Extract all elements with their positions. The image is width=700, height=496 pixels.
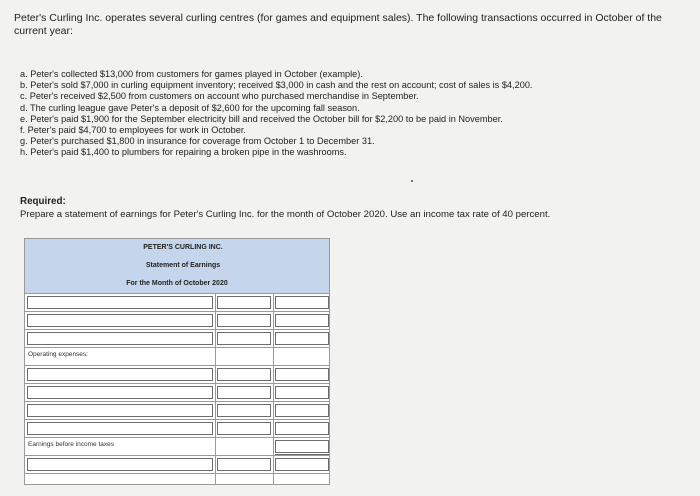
expense-2-label-input[interactable] xyxy=(27,386,213,399)
expense-3-amount-input[interactable] xyxy=(217,404,271,417)
statement-period: For the Month of October 2020 xyxy=(126,280,228,287)
expense-row-1 xyxy=(25,365,329,383)
net-earnings-row xyxy=(25,473,329,486)
statement-row-2 xyxy=(25,311,329,329)
mouse-cursor xyxy=(411,180,413,182)
row-3-total-input[interactable] xyxy=(275,332,329,345)
row-1-amount-input[interactable] xyxy=(217,296,271,309)
transaction-e: e. Peter's paid $1,900 for the September electricity bill and received the October bill for $2,200 to be paid in November. xyxy=(20,113,503,124)
income-tax-row xyxy=(25,455,329,473)
expense-2-amount-input[interactable] xyxy=(217,386,271,399)
expense-1-amount-input[interactable] xyxy=(217,368,271,381)
operating-expenses-row xyxy=(25,347,329,365)
statement-row-1 xyxy=(25,293,329,311)
required-instruction: Prepare a statement of earnings for Peter's Curling Inc. for the month of October 2020. Use an income tax rate of 40 percent. xyxy=(20,209,551,220)
row-2-total-input[interactable] xyxy=(275,314,329,327)
row-3-amount-input[interactable] xyxy=(217,332,271,345)
statement-title: Statement of Earnings xyxy=(145,262,221,269)
expense-row-3 xyxy=(25,401,329,419)
expense-3-label-input[interactable] xyxy=(27,404,213,417)
underline-rule xyxy=(275,454,329,455)
statement-company-header xyxy=(25,239,329,258)
transaction-f: f. Peter's paid $4,700 to employees for work in October. xyxy=(20,125,246,136)
row-2-amount-input[interactable] xyxy=(217,314,271,327)
statement-title-header xyxy=(25,257,329,276)
row-1-label-input[interactable] xyxy=(27,296,213,309)
expense-3-total-input[interactable] xyxy=(275,404,329,417)
row-3-label-input[interactable] xyxy=(27,332,213,345)
transaction-h: h. Peter's paid $1,400 to plumbers for repairing a broken pipe in the washrooms. xyxy=(20,147,347,158)
earnings-before-tax-label: Earnings before income taxes xyxy=(28,441,114,448)
transaction-a: a. Peter's collected $13,000 from customers for games played in October (example). xyxy=(20,69,363,79)
transaction-d: d. The curling league gave Peter's a deposit of $2,600 for the upcoming fall season. xyxy=(20,102,360,113)
transaction-g: g. Peter's purchased $1,800 in insurance for coverage from October 1 to December 31. xyxy=(20,136,375,147)
earnings-before-tax-row xyxy=(25,437,329,455)
column-divider-1 xyxy=(215,293,216,484)
statement-row-3 xyxy=(25,329,329,347)
statement-of-earnings-form xyxy=(24,238,330,485)
expense-1-total-input[interactable] xyxy=(275,368,329,381)
transaction-b: b. Peter's sold $7,000 in curling equipment inventory; received $3,000 in cash and the rest on account; cost of sales is $4,200. xyxy=(20,80,533,91)
row-1-total-input[interactable] xyxy=(275,296,329,309)
expense-row-2 xyxy=(25,383,329,401)
transaction-c: c. Peter's received $2,500 from customers on account who purchased merchandise in September. xyxy=(20,91,419,102)
problem-intro: Peter's Curling Inc. operates several curling centres (for games and equipment sales). The following transactions occurred in October of the current year: xyxy=(14,12,662,37)
income-tax-label-input[interactable] xyxy=(27,458,213,471)
earnings-before-tax-input[interactable] xyxy=(275,440,329,453)
column-divider-2 xyxy=(273,293,274,484)
statement-company: PETER'S CURLING INC. xyxy=(143,244,223,251)
expense-4-total-input[interactable] xyxy=(275,422,329,435)
required-heading: Required: xyxy=(20,196,66,207)
statement-period-header xyxy=(25,275,329,294)
row-2-label-input[interactable] xyxy=(27,314,213,327)
expense-1-label-input[interactable] xyxy=(27,368,213,381)
income-tax-amount-input[interactable] xyxy=(217,458,271,471)
expense-2-total-input[interactable] xyxy=(275,386,329,399)
expense-4-amount-input[interactable] xyxy=(217,422,271,435)
income-tax-total-input[interactable] xyxy=(275,458,329,471)
transaction-list xyxy=(20,69,690,159)
expense-4-label-input[interactable] xyxy=(27,422,213,435)
operating-expenses-label: Operating expenses: xyxy=(28,351,88,358)
expense-row-4 xyxy=(25,419,329,437)
